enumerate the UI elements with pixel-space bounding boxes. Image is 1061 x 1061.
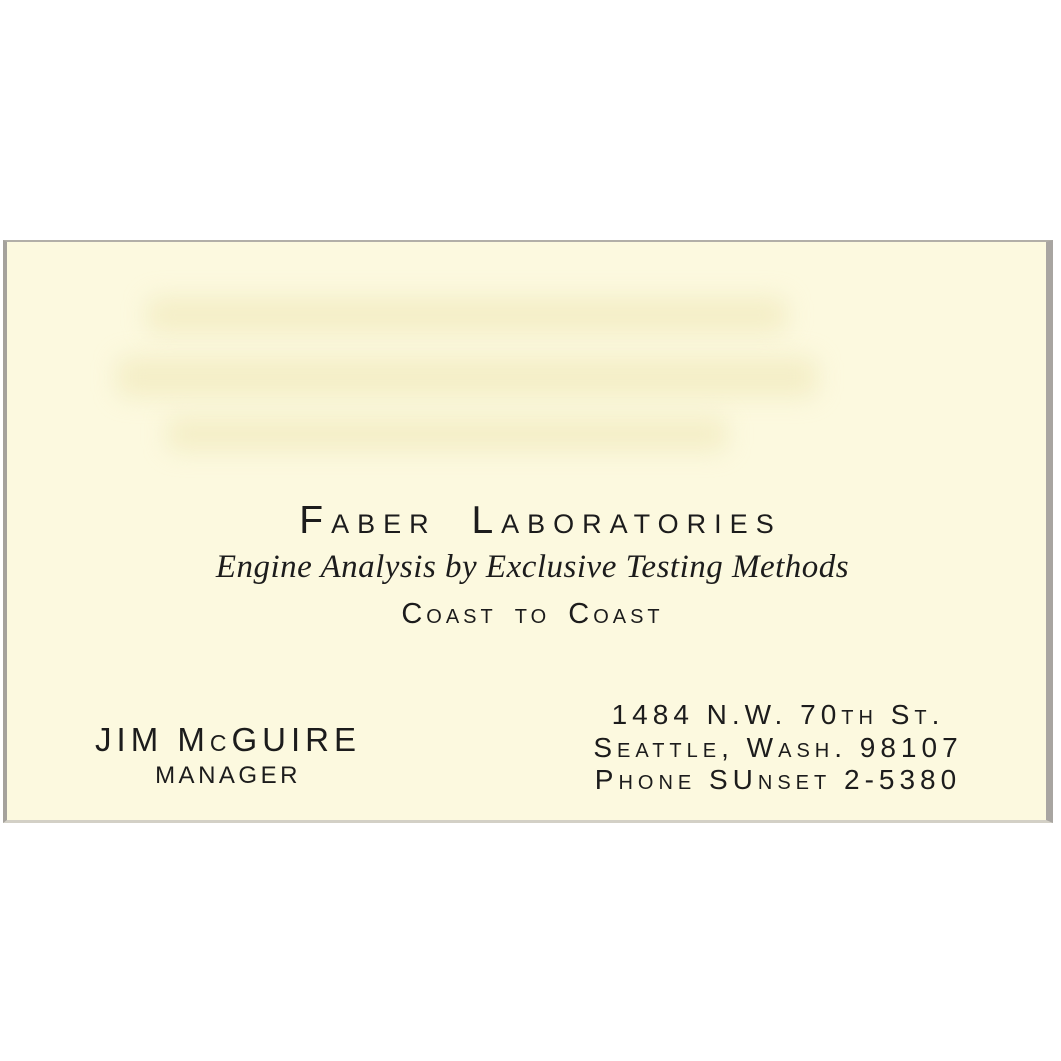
contact-title: MANAGER — [155, 762, 301, 789]
address-city-line: Seattle, Wash. 98107 — [593, 731, 963, 763]
business-card — [3, 240, 1053, 823]
address-street: 1484 N.W. 70th St. — [611, 699, 945, 730]
company-name: Faber Laboratories — [299, 499, 782, 542]
phone-line: Phone SUnset 2-5380 — [594, 764, 962, 795]
address-block — [518, 699, 1038, 797]
contact-name: JIM McGUIRE — [95, 721, 361, 758]
print-ghosting — [147, 297, 787, 333]
coverage-line: Coast to Coast — [401, 598, 664, 630]
print-ghosting — [117, 357, 817, 397]
print-ghosting — [167, 417, 727, 451]
tagline: Engine Analysis by Exclusive Testing Methods — [215, 549, 850, 585]
contact-block — [7, 723, 449, 788]
